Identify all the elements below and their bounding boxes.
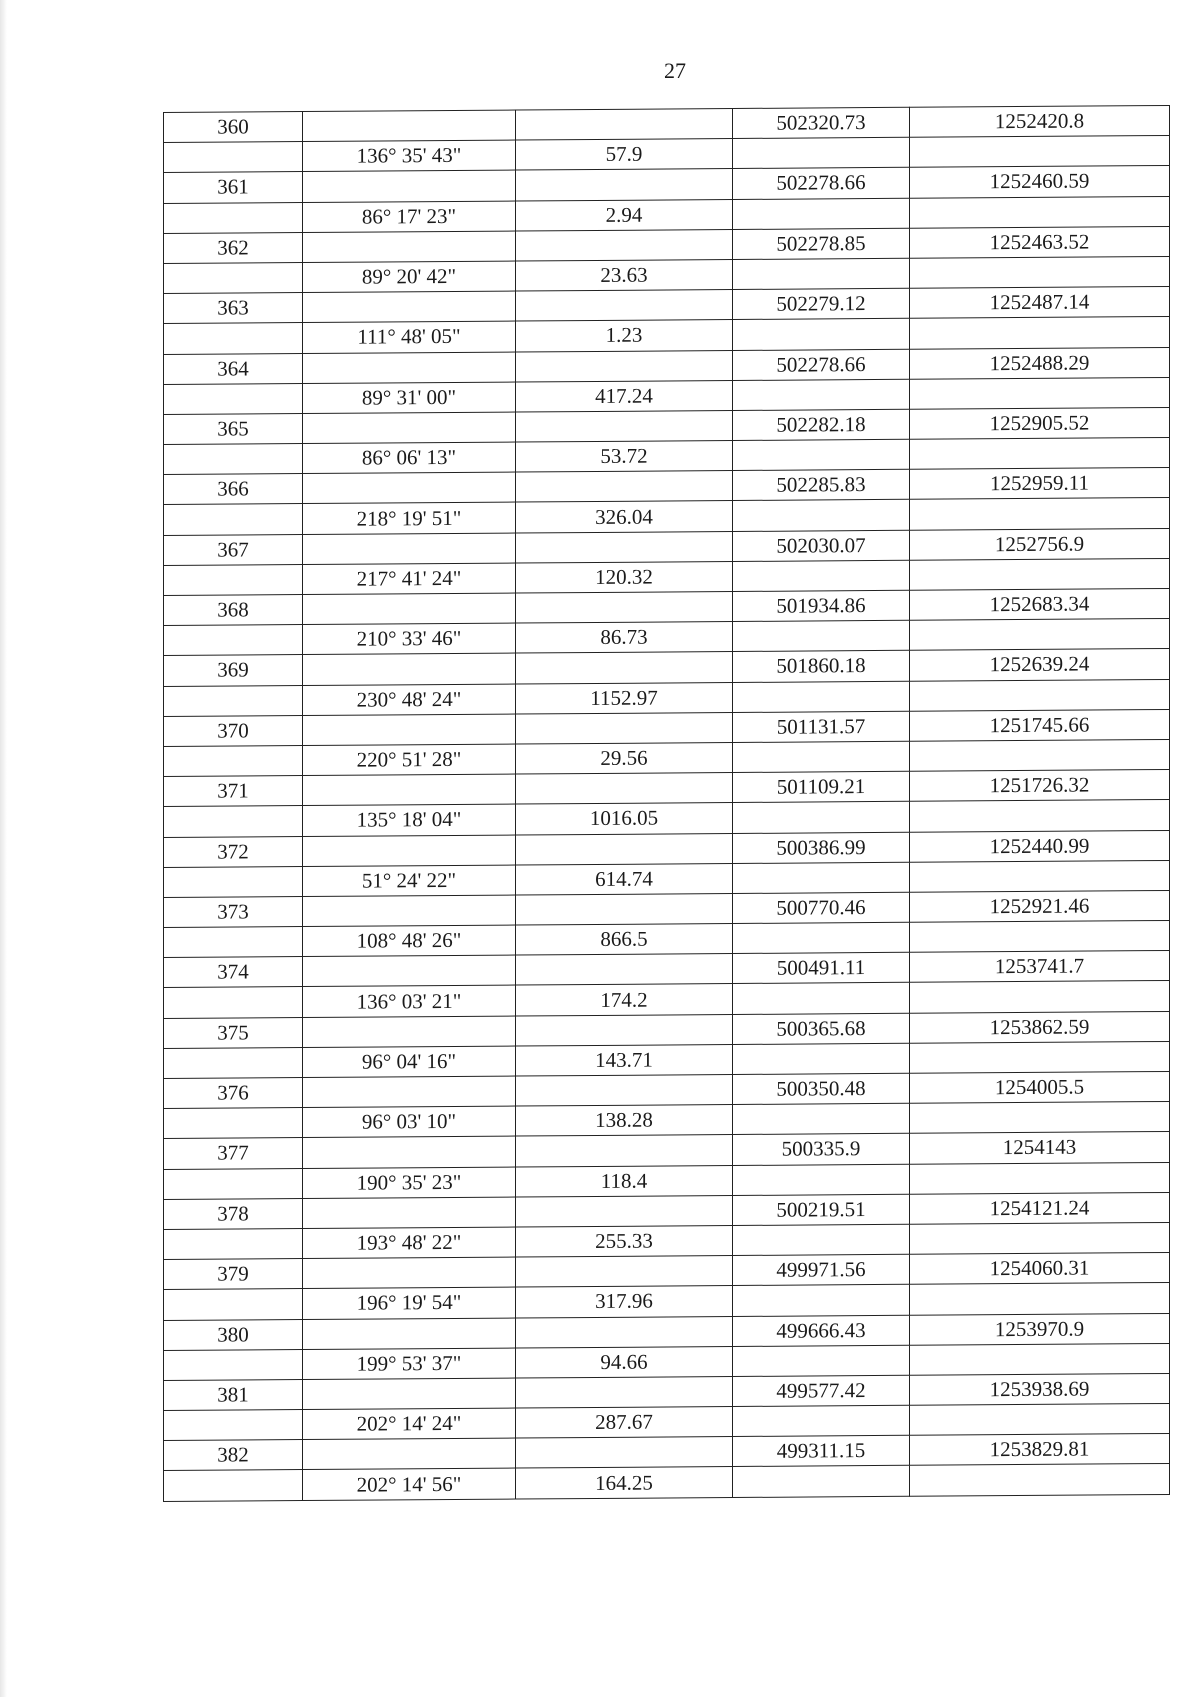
y-coordinate-cell bbox=[910, 377, 1170, 409]
point-cell bbox=[164, 564, 303, 595]
angle-cell: 210° 33' 46" bbox=[303, 623, 516, 655]
length-cell bbox=[516, 1376, 733, 1408]
angle-cell bbox=[303, 1136, 516, 1168]
length-cell bbox=[516, 169, 733, 201]
x-coordinate-cell: 501860.18 bbox=[733, 651, 910, 682]
y-coordinate-cell bbox=[910, 860, 1170, 892]
angle-cell bbox=[303, 1197, 516, 1229]
angle-cell: 199° 53' 37" bbox=[303, 1348, 516, 1380]
point-cell bbox=[164, 262, 303, 293]
y-coordinate-cell: 1252460.59 bbox=[910, 166, 1170, 198]
point-cell bbox=[164, 383, 303, 414]
point-cell: 376 bbox=[164, 1078, 303, 1109]
angle-cell bbox=[303, 1438, 516, 1470]
y-coordinate-cell bbox=[910, 256, 1170, 288]
length-cell: 2.94 bbox=[516, 199, 733, 231]
x-coordinate-cell: 500365.68 bbox=[733, 1013, 910, 1044]
length-cell bbox=[516, 652, 733, 684]
angle-cell: 89° 20' 42" bbox=[303, 261, 516, 293]
y-coordinate-cell: 1254060.31 bbox=[910, 1253, 1170, 1285]
length-cell bbox=[516, 954, 733, 986]
length-cell: 53.72 bbox=[516, 441, 733, 473]
coordinates-table bbox=[163, 105, 1170, 1502]
length-cell bbox=[516, 893, 733, 925]
x-coordinate-cell bbox=[733, 560, 910, 591]
length-cell: 57.9 bbox=[516, 139, 733, 171]
point-cell bbox=[164, 745, 303, 776]
y-coordinate-cell: 1251726.32 bbox=[910, 770, 1170, 802]
point-cell bbox=[164, 202, 303, 233]
angle-cell: 86° 06' 13" bbox=[303, 442, 516, 474]
angle-cell: 89° 31' 00" bbox=[303, 382, 516, 414]
angle-cell bbox=[303, 352, 516, 384]
x-coordinate-cell bbox=[733, 681, 910, 712]
point-cell bbox=[164, 987, 303, 1018]
y-coordinate-cell: 1251745.66 bbox=[910, 709, 1170, 741]
length-cell bbox=[516, 1135, 733, 1167]
point-cell bbox=[164, 806, 303, 837]
point-cell: 377 bbox=[164, 1138, 303, 1169]
y-coordinate-cell bbox=[910, 558, 1170, 590]
point-cell: 369 bbox=[164, 655, 303, 686]
page-number: 27 bbox=[664, 58, 686, 83]
x-coordinate-cell: 502320.73 bbox=[733, 107, 910, 138]
length-cell: 1152.97 bbox=[516, 682, 733, 714]
point-cell: 381 bbox=[164, 1379, 303, 1410]
point-cell: 360 bbox=[164, 112, 303, 143]
x-coordinate-cell: 500491.11 bbox=[733, 953, 910, 984]
y-coordinate-cell: 1252756.9 bbox=[910, 528, 1170, 560]
x-coordinate-cell bbox=[733, 802, 910, 833]
point-cell bbox=[164, 323, 303, 354]
angle-cell bbox=[303, 412, 516, 444]
x-coordinate-cell bbox=[733, 1103, 910, 1134]
length-cell bbox=[516, 229, 733, 261]
length-cell: 164.25 bbox=[516, 1467, 733, 1499]
x-coordinate-cell bbox=[733, 1466, 910, 1497]
angle-cell bbox=[303, 170, 516, 202]
length-cell: 1016.05 bbox=[516, 803, 733, 835]
angle-cell bbox=[303, 533, 516, 565]
scan-edge-shadow bbox=[0, 0, 7, 1697]
length-cell bbox=[516, 833, 733, 865]
y-coordinate-cell: 1252683.34 bbox=[910, 588, 1170, 620]
point-cell bbox=[164, 1470, 303, 1501]
point-cell: 379 bbox=[164, 1259, 303, 1290]
length-cell bbox=[516, 1014, 733, 1046]
y-coordinate-cell bbox=[910, 1283, 1170, 1315]
length-cell bbox=[516, 1256, 733, 1288]
angle-cell bbox=[303, 1076, 516, 1108]
angle-cell: 218° 19' 51" bbox=[303, 502, 516, 534]
x-coordinate-cell bbox=[733, 1164, 910, 1195]
point-cell bbox=[164, 625, 303, 656]
angle-cell bbox=[303, 291, 516, 323]
length-cell bbox=[516, 592, 733, 624]
x-coordinate-cell: 499666.43 bbox=[733, 1315, 910, 1346]
length-cell bbox=[516, 1316, 733, 1348]
angle-cell: 96° 04' 16" bbox=[303, 1046, 516, 1078]
length-cell: 255.33 bbox=[516, 1225, 733, 1257]
point-cell bbox=[164, 1410, 303, 1441]
point-cell bbox=[164, 504, 303, 535]
length-cell bbox=[516, 290, 733, 322]
y-coordinate-cell bbox=[910, 800, 1170, 832]
angle-cell: 193° 48' 22" bbox=[303, 1227, 516, 1259]
x-coordinate-cell: 501109.21 bbox=[733, 771, 910, 802]
x-coordinate-cell bbox=[733, 319, 910, 350]
y-coordinate-cell bbox=[910, 438, 1170, 470]
y-coordinate-cell bbox=[910, 1404, 1170, 1436]
y-coordinate-cell: 1252921.46 bbox=[910, 890, 1170, 922]
point-cell: 370 bbox=[164, 715, 303, 746]
angle-cell bbox=[303, 472, 516, 504]
x-coordinate-cell bbox=[733, 922, 910, 953]
y-coordinate-cell bbox=[910, 1464, 1170, 1496]
length-cell bbox=[516, 1075, 733, 1107]
y-coordinate-cell bbox=[910, 1102, 1170, 1134]
x-coordinate-cell bbox=[733, 741, 910, 772]
angle-cell: 96° 03' 10" bbox=[303, 1106, 516, 1138]
x-coordinate-cell: 502278.85 bbox=[733, 228, 910, 259]
x-coordinate-cell bbox=[733, 1345, 910, 1376]
y-coordinate-cell: 1254143 bbox=[910, 1132, 1170, 1164]
point-cell: 371 bbox=[164, 776, 303, 807]
y-coordinate-cell bbox=[910, 981, 1170, 1013]
length-cell bbox=[516, 531, 733, 563]
point-cell bbox=[164, 1108, 303, 1139]
point-cell: 362 bbox=[164, 232, 303, 263]
x-coordinate-cell: 502278.66 bbox=[733, 349, 910, 380]
x-coordinate-cell: 502285.83 bbox=[733, 470, 910, 501]
point-cell bbox=[164, 1289, 303, 1320]
point-cell bbox=[164, 685, 303, 716]
x-coordinate-cell: 501131.57 bbox=[733, 711, 910, 742]
length-cell bbox=[516, 350, 733, 382]
angle-cell bbox=[303, 1016, 516, 1048]
y-coordinate-cell bbox=[910, 1041, 1170, 1073]
x-coordinate-cell: 500219.51 bbox=[733, 1194, 910, 1225]
x-coordinate-cell bbox=[733, 379, 910, 410]
point-cell: 372 bbox=[164, 836, 303, 867]
y-coordinate-cell: 1254121.24 bbox=[910, 1192, 1170, 1224]
angle-cell: 190° 35' 23" bbox=[303, 1167, 516, 1199]
y-coordinate-cell bbox=[910, 921, 1170, 953]
y-coordinate-cell: 1252959.11 bbox=[910, 468, 1170, 500]
y-coordinate-cell bbox=[910, 739, 1170, 771]
angle-cell bbox=[303, 714, 516, 746]
point-cell: 367 bbox=[164, 534, 303, 565]
length-cell: 138.28 bbox=[516, 1105, 733, 1137]
point-cell bbox=[164, 927, 303, 958]
coordinates-table-body bbox=[164, 105, 1170, 1501]
point-cell bbox=[164, 1047, 303, 1078]
x-coordinate-cell bbox=[733, 983, 910, 1014]
length-cell: 174.2 bbox=[516, 984, 733, 1016]
angle-cell: 108° 48' 26" bbox=[303, 925, 516, 957]
x-coordinate-cell: 500386.99 bbox=[733, 832, 910, 863]
y-coordinate-cell: 1252420.8 bbox=[910, 105, 1170, 137]
length-cell: 23.63 bbox=[516, 259, 733, 291]
length-cell bbox=[516, 773, 733, 805]
point-cell: 382 bbox=[164, 1440, 303, 1471]
x-coordinate-cell: 500350.48 bbox=[733, 1073, 910, 1104]
length-cell: 614.74 bbox=[516, 863, 733, 895]
angle-cell: 220° 51' 28" bbox=[303, 744, 516, 776]
y-coordinate-cell bbox=[910, 136, 1170, 168]
point-cell: 364 bbox=[164, 353, 303, 384]
angle-cell: 86° 17' 23" bbox=[303, 201, 516, 233]
y-coordinate-cell: 1253938.69 bbox=[910, 1373, 1170, 1405]
angle-cell bbox=[303, 895, 516, 927]
point-cell: 375 bbox=[164, 1017, 303, 1048]
angle-cell bbox=[303, 955, 516, 987]
angle-cell: 196° 19' 54" bbox=[303, 1287, 516, 1319]
point-cell bbox=[164, 866, 303, 897]
point-cell: 374 bbox=[164, 957, 303, 988]
point-cell: 380 bbox=[164, 1319, 303, 1350]
y-coordinate-cell: 1253970.9 bbox=[910, 1313, 1170, 1345]
point-cell: 365 bbox=[164, 413, 303, 444]
length-cell: 866.5 bbox=[516, 924, 733, 956]
y-coordinate-cell bbox=[910, 679, 1170, 711]
x-coordinate-cell bbox=[733, 137, 910, 168]
length-cell bbox=[516, 109, 733, 141]
length-cell bbox=[516, 1437, 733, 1469]
y-coordinate-cell: 1253862.59 bbox=[910, 1011, 1170, 1043]
angle-cell: 202° 14' 56" bbox=[303, 1468, 516, 1500]
angle-cell bbox=[303, 1378, 516, 1410]
x-coordinate-cell bbox=[733, 198, 910, 229]
x-coordinate-cell bbox=[733, 439, 910, 470]
y-coordinate-cell: 1254005.5 bbox=[910, 1071, 1170, 1103]
table-row-segment bbox=[164, 1464, 1170, 1501]
angle-cell: 51° 24' 22" bbox=[303, 865, 516, 897]
y-coordinate-cell bbox=[910, 317, 1170, 349]
angle-cell bbox=[303, 593, 516, 625]
length-cell: 417.24 bbox=[516, 380, 733, 412]
point-cell bbox=[164, 1228, 303, 1259]
y-coordinate-cell bbox=[910, 1343, 1170, 1375]
angle-cell: 136° 35' 43" bbox=[303, 140, 516, 172]
x-coordinate-cell: 500335.9 bbox=[733, 1134, 910, 1165]
y-coordinate-cell: 1252463.52 bbox=[910, 226, 1170, 258]
length-cell: 118.4 bbox=[516, 1165, 733, 1197]
x-coordinate-cell bbox=[733, 862, 910, 893]
angle-cell: 217° 41' 24" bbox=[303, 563, 516, 595]
point-cell: 361 bbox=[164, 172, 303, 203]
angle-cell bbox=[303, 110, 516, 142]
angle-cell bbox=[303, 1257, 516, 1289]
point-cell: 366 bbox=[164, 474, 303, 505]
length-cell: 86.73 bbox=[516, 622, 733, 654]
length-cell: 94.66 bbox=[516, 1346, 733, 1378]
y-coordinate-cell: 1253829.81 bbox=[910, 1434, 1170, 1466]
angle-cell bbox=[303, 774, 516, 806]
x-coordinate-cell bbox=[733, 1405, 910, 1436]
angle-cell bbox=[303, 653, 516, 685]
y-coordinate-cell: 1252488.29 bbox=[910, 347, 1170, 379]
x-coordinate-cell: 499971.56 bbox=[733, 1254, 910, 1285]
point-cell: 363 bbox=[164, 293, 303, 324]
x-coordinate-cell: 499311.15 bbox=[733, 1436, 910, 1467]
y-coordinate-cell: 1252440.99 bbox=[910, 830, 1170, 862]
angle-cell: 230° 48' 24" bbox=[303, 684, 516, 716]
x-coordinate-cell: 499577.42 bbox=[733, 1375, 910, 1406]
length-cell: 120.32 bbox=[516, 561, 733, 593]
x-coordinate-cell: 500770.46 bbox=[733, 892, 910, 923]
y-coordinate-cell bbox=[910, 1162, 1170, 1194]
length-cell bbox=[516, 712, 733, 744]
length-cell bbox=[516, 410, 733, 442]
point-cell bbox=[164, 444, 303, 475]
angle-cell bbox=[303, 231, 516, 263]
x-coordinate-cell bbox=[733, 1285, 910, 1316]
y-coordinate-cell bbox=[910, 619, 1170, 651]
x-coordinate-cell: 501934.86 bbox=[733, 590, 910, 621]
length-cell bbox=[516, 1195, 733, 1227]
y-coordinate-cell: 1252639.24 bbox=[910, 649, 1170, 681]
x-coordinate-cell bbox=[733, 258, 910, 289]
length-cell: 317.96 bbox=[516, 1286, 733, 1318]
angle-cell: 135° 18' 04" bbox=[303, 804, 516, 836]
x-coordinate-cell bbox=[733, 1043, 910, 1074]
angle-cell bbox=[303, 1318, 516, 1350]
x-coordinate-cell bbox=[733, 1224, 910, 1255]
y-coordinate-cell: 1252487.14 bbox=[910, 287, 1170, 319]
angle-cell: 202° 14' 24" bbox=[303, 1408, 516, 1440]
x-coordinate-cell: 502279.12 bbox=[733, 288, 910, 319]
length-cell: 1.23 bbox=[516, 320, 733, 352]
length-cell: 29.56 bbox=[516, 742, 733, 774]
point-cell: 373 bbox=[164, 896, 303, 927]
y-coordinate-cell: 1253741.7 bbox=[910, 951, 1170, 983]
x-coordinate-cell bbox=[733, 500, 910, 531]
x-coordinate-cell: 502282.18 bbox=[733, 409, 910, 440]
point-cell bbox=[164, 1168, 303, 1199]
length-cell: 287.67 bbox=[516, 1407, 733, 1439]
y-coordinate-cell bbox=[910, 1222, 1170, 1254]
x-coordinate-cell: 502030.07 bbox=[733, 530, 910, 561]
point-cell: 378 bbox=[164, 1198, 303, 1229]
length-cell: 143.71 bbox=[516, 1044, 733, 1076]
length-cell: 326.04 bbox=[516, 501, 733, 533]
angle-cell: 136° 03' 21" bbox=[303, 985, 516, 1017]
x-coordinate-cell bbox=[733, 620, 910, 651]
angle-cell bbox=[303, 835, 516, 867]
y-coordinate-cell bbox=[910, 196, 1170, 228]
point-cell bbox=[164, 142, 303, 173]
point-cell: 368 bbox=[164, 595, 303, 626]
coordinates-table-wrapper bbox=[163, 105, 1169, 1502]
x-coordinate-cell: 502278.66 bbox=[733, 168, 910, 199]
angle-cell: 111° 48' 05" bbox=[303, 321, 516, 353]
y-coordinate-cell: 1252905.52 bbox=[910, 407, 1170, 439]
y-coordinate-cell bbox=[910, 498, 1170, 530]
point-cell bbox=[164, 1349, 303, 1380]
length-cell bbox=[516, 471, 733, 503]
